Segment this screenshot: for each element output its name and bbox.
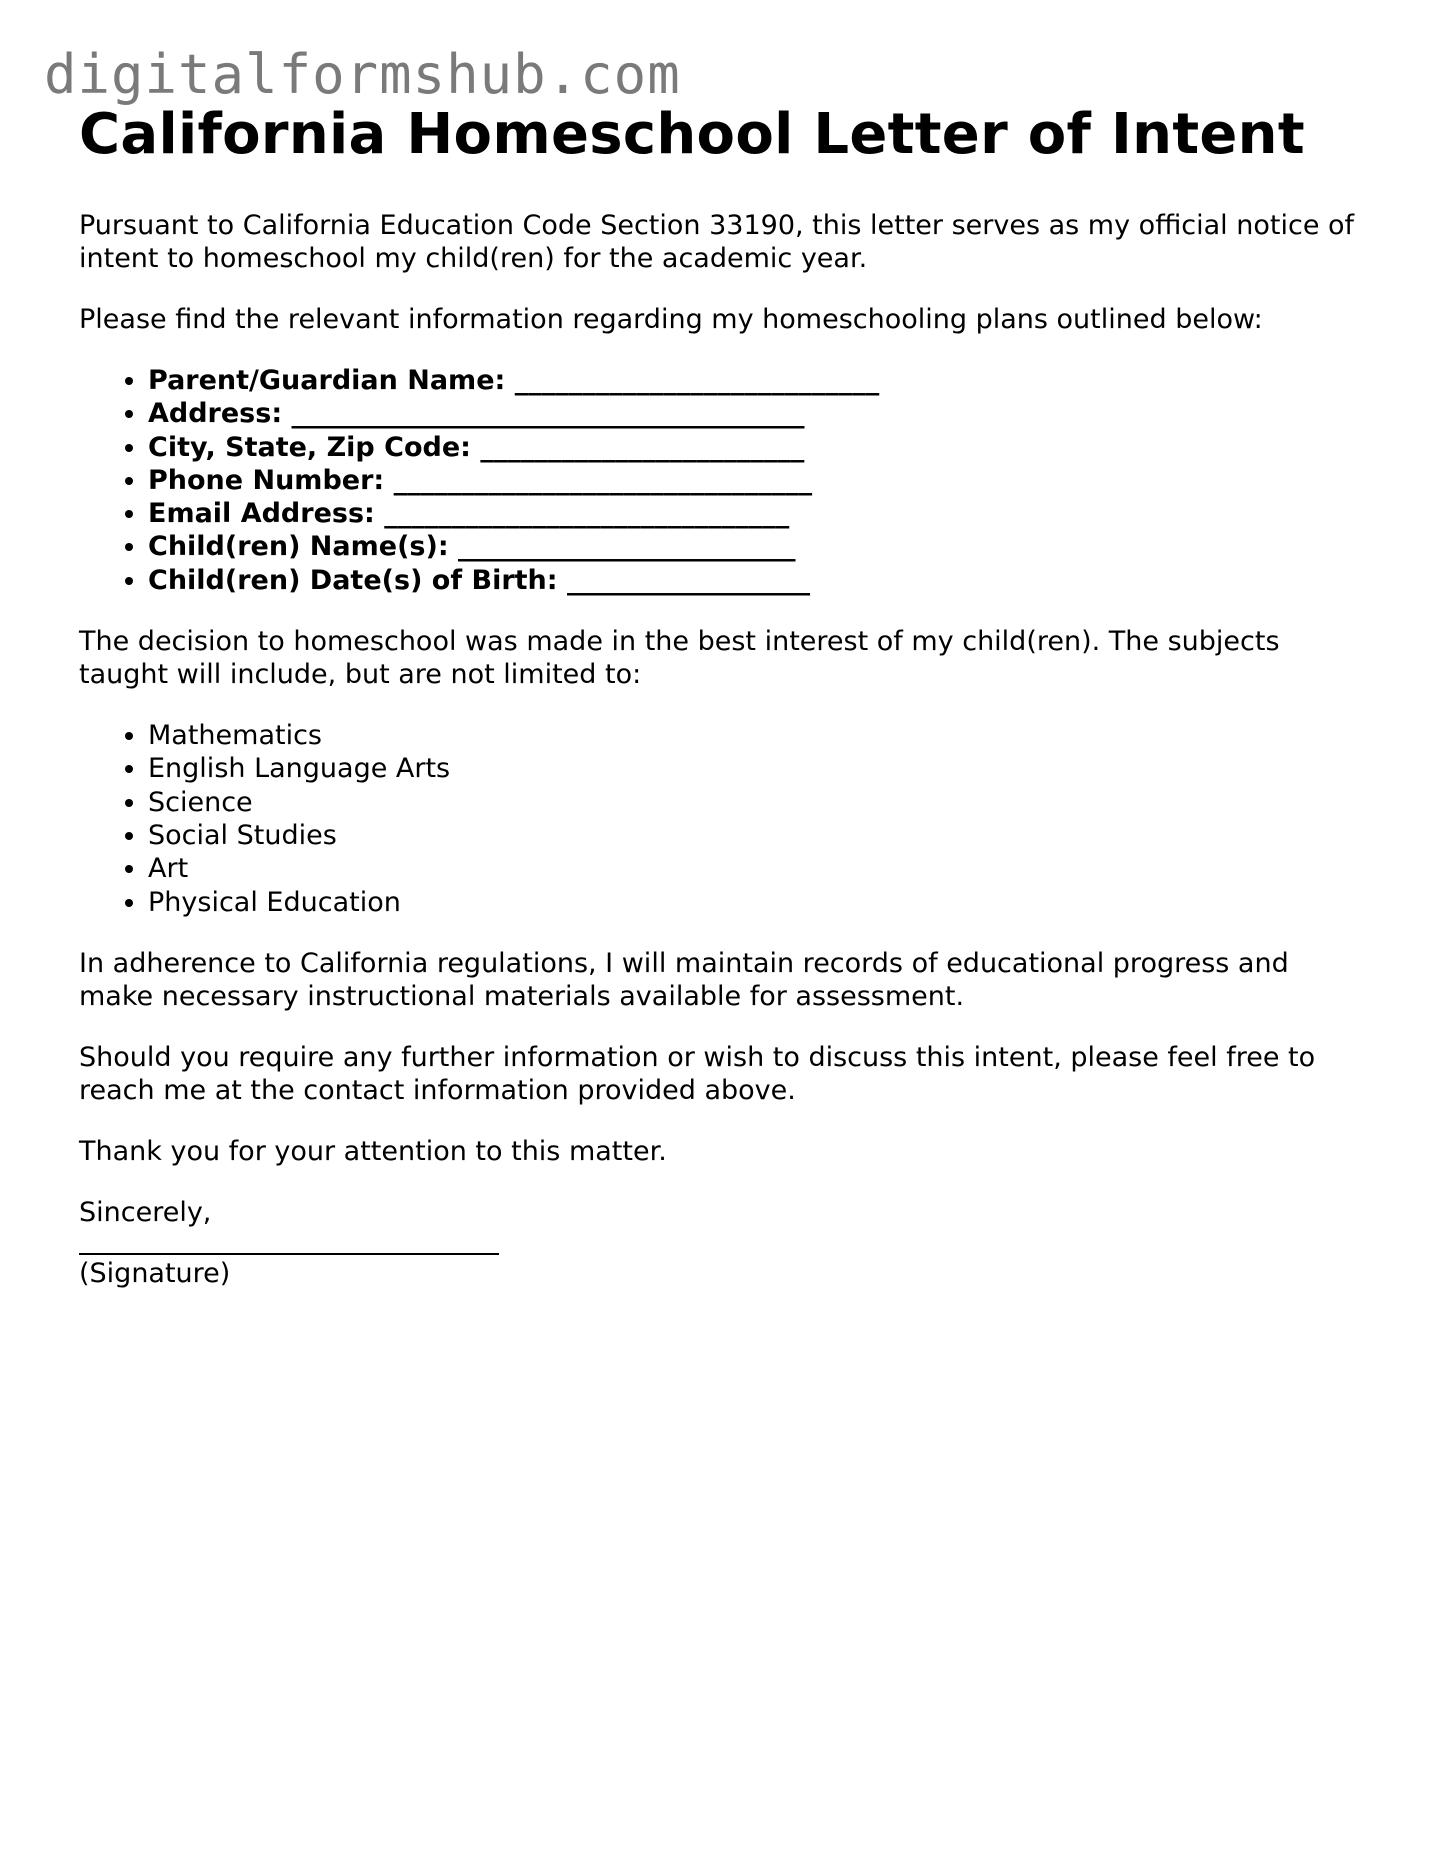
list-item: • Art [148, 852, 1369, 885]
closing-text: Sincerely, [79, 1196, 212, 1228]
intro-paragraph: Pursuant to California Education Code Section 33190, this letter serves as my official notice of intent to homeschool my child(ren) for the academic year. [79, 210, 1355, 274]
subjects-list [79, 719, 1369, 919]
field-email-address: • Email Address: ______________________________ [148, 497, 1369, 530]
further-info-paragraph: Should you require any further information or wish to discuss this intent, please feel free to reach me at the contact information provided above. [79, 1041, 1316, 1106]
list-item: • Social Studies [148, 819, 1369, 852]
field-parent-guardian-name: • Parent/Guardian Name: ___________________________ [148, 364, 1369, 397]
records-paragraph: In adherence to California regulations, I will maintain records of educational progress and make necessary instructional materials available for assessment. [79, 947, 1289, 1012]
letter-document [79, 102, 1369, 1290]
info-fields-list [79, 364, 1369, 597]
list-item: • Physical Education [148, 886, 1369, 919]
field-address: • Address: ______________________________________ [148, 397, 1369, 430]
decision-paragraph: The decision to homeschool was made in the best interest of my child(ren). The subjects taught will include, but are not limited to: [79, 626, 1280, 691]
info-intro-paragraph: Please find the relevant information regarding my homeschooling plans outlined below: [79, 304, 1263, 335]
field-children-dob: • Child(ren) Date(s) of Birth: __________________ [148, 564, 1369, 597]
list-item: • English Language Arts [148, 752, 1369, 785]
list-item: • Mathematics [148, 719, 1369, 752]
field-children-names: • Child(ren) Name(s): _________________________ [148, 530, 1369, 563]
watermark: digitalformshub.com [44, 43, 681, 106]
page-title: California Homeschool Letter of Intent [79, 102, 1305, 167]
signature-line [79, 1253, 499, 1255]
signature-label: (Signature) [79, 1257, 231, 1289]
field-city-state-zip: • City, State, Zip Code: ________________________ [148, 431, 1369, 464]
field-phone-number: • Phone Number: _______________________________ [148, 464, 1369, 497]
list-item: • Science [148, 786, 1369, 819]
thanks-paragraph: Thank you for your attention to this matter. [79, 1135, 667, 1167]
